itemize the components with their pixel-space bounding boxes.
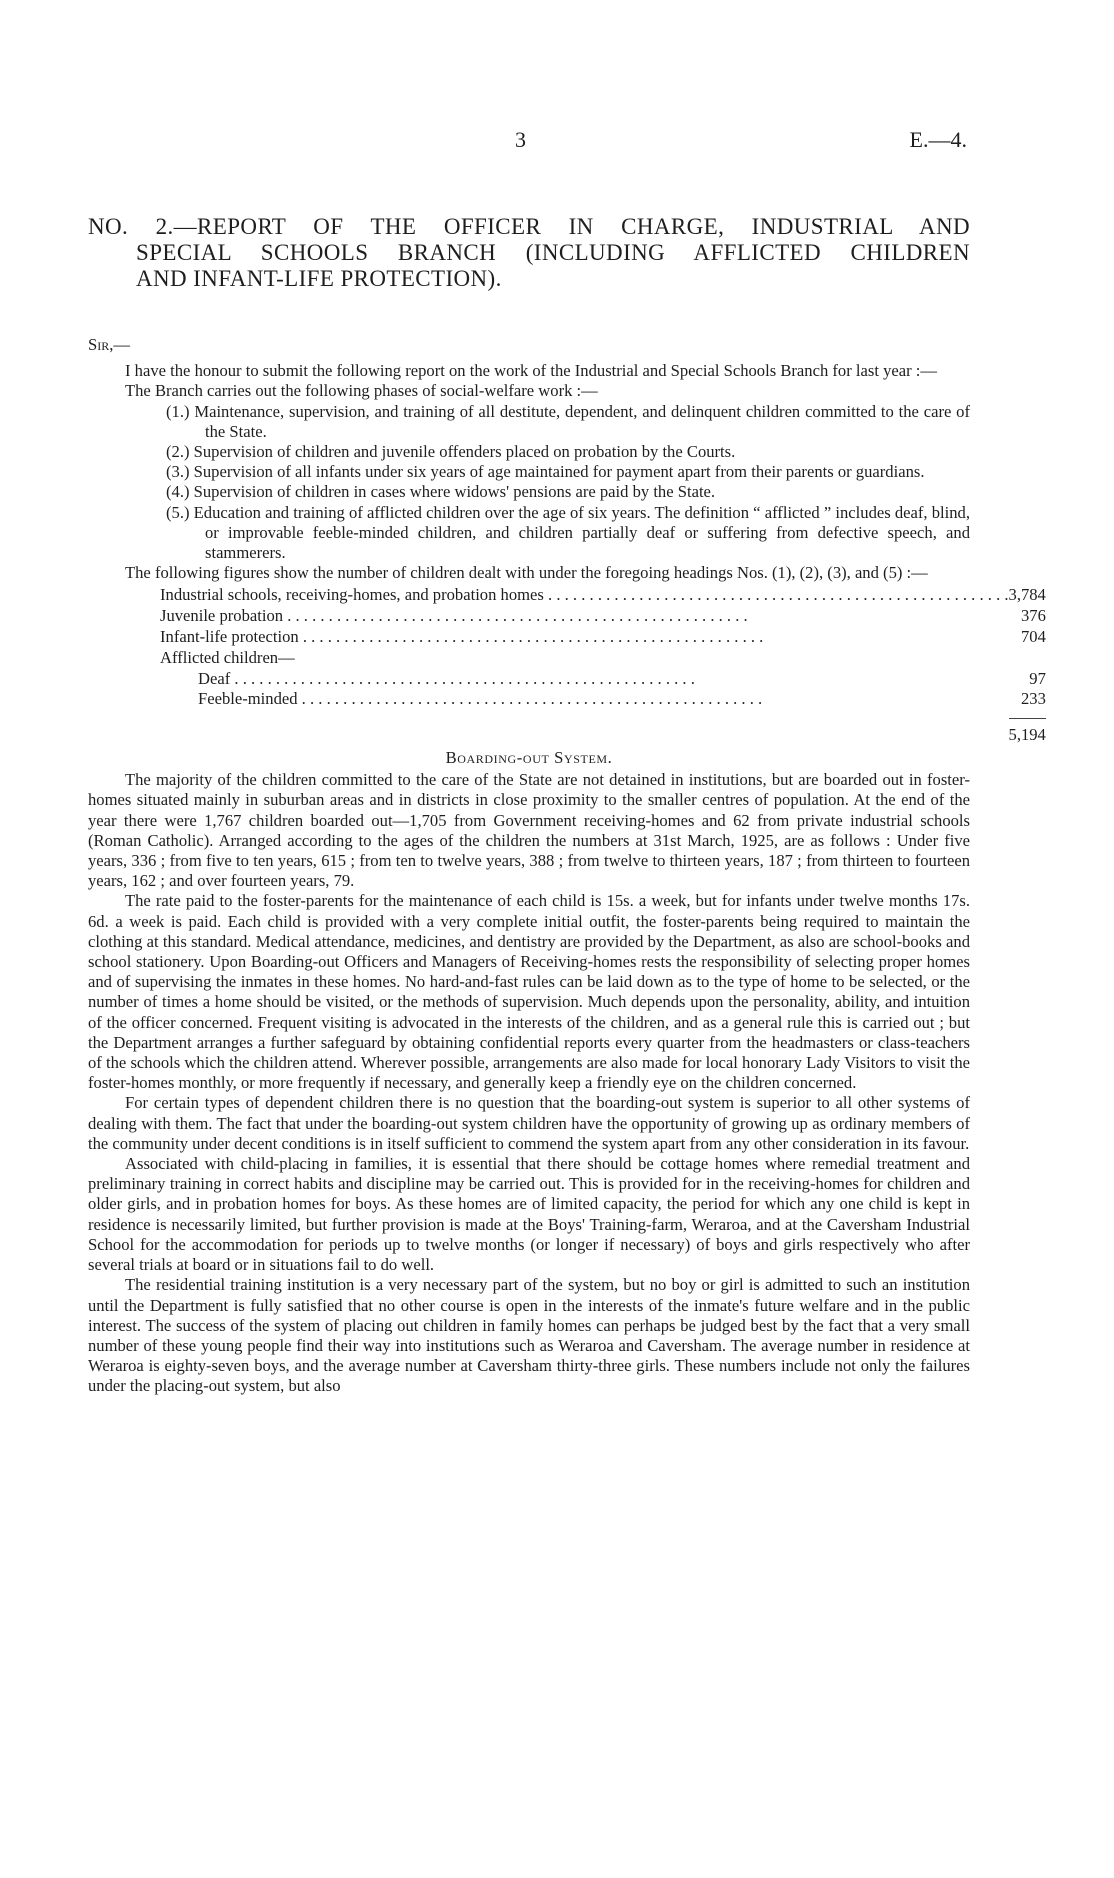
title-line-3: AND INFANT-LIFE PROTECTION).	[136, 266, 502, 291]
table-row	[160, 606, 1046, 627]
table-row	[160, 627, 1046, 648]
body-paragraph: The residential training institution is a very necessary part of the system, but no boy or girl is admitted to such an institution until the Department is fully satisfied that no other course is open in the interests of the inmate's future welfare and in the public interest. The success of the system of placing out children in family homes can perhaps be judged best by the fact that a very small number of these young people find their way into institutions such as Weraroa and Caversham. The average number in residence at Weraroa is eighty-seven boys, and the average number at Caversham thirty-three girls. These numbers include not only the failures under the placing-out system, but also	[88, 1275, 970, 1396]
section-heading: Boarding-out System.	[445, 748, 613, 768]
total-row	[160, 719, 1046, 746]
row-value: 704	[1020, 627, 1046, 647]
row-value: 376	[1020, 606, 1046, 626]
table-row	[160, 669, 1046, 690]
list-item: (4.) Supervision of children in cases where widows' pensions are paid by the State.	[166, 482, 716, 502]
table-row	[160, 648, 1046, 669]
phases-list	[88, 402, 970, 564]
dot-leader: . . . . . . . . . . . . . . . . . . . . . . . . . . . . . . . . . . . . . . . . . . . . . . . . . . . . . . . .	[543, 585, 1009, 605]
table-row	[160, 689, 1046, 710]
total-value: 5,194	[1008, 725, 1046, 745]
salutation: Sir,—	[88, 335, 130, 354]
body-paragraph: The majority of the children committed to the care of the State are not detained in institutions, but are boarded out in foster-homes situated mainly in suburban areas and in districts in close proximity to the smaller centres of population. At the end of the year there were 1,767 children boarded out—1,705 from Government receiving-homes and 62 from private industrial schools (Roman Catholic). Arranged according to the ages of the children the numbers at 31st March, 1925, are as follows : Under five years, 336 ; from five to ten years, 615 ; from ten to twelve years, 388 ; from twelve to thirteen years, 187 ; from thirteen to fourteen years, 162 ; and over fourteen years, 79.	[88, 770, 970, 891]
report-title	[88, 214, 970, 292]
row-value: 97	[1029, 668, 1046, 688]
dot-leader: . . . . . . . . . . . . . . . . . . . . . . . . . . . . . . . . . . . . . . . . . . . . . . . . . . . . . . . .	[283, 606, 748, 626]
row-label: Afflicted children—	[160, 647, 295, 667]
intro-paragraph: The Branch carries out the following phases of social-welfare work :—	[125, 381, 598, 401]
body-paragraph: Associated with child-placing in families, it is essential that there should be cottage homes where remedial treatment and preliminary training in correct habits and discipline may be carried out. This is provided for in the receiving-homes for children and older girls, and in probation homes for boys. As these homes are of limited capacity, the period for which any one child is kept in residence is necessarily limited, but further provision is made at the Boys' Training-farm, Weraroa, and at the Caversham Industrial School for the accommodation for periods up to twelve months (or longer if necessary) of boys and girls respectively who after several trials at board or in situations fail to do well.	[88, 1154, 970, 1275]
dot-leader: . . . . . . . . . . . . . . . . . . . . . . . . . . . . . . . . . . . . . . . . . . . . . . . . . . . . . . . .	[297, 689, 763, 709]
table-row	[160, 585, 1046, 606]
row-label: Juvenile probation	[160, 606, 284, 626]
list-item: (5.) Education and training of afflicted children over the age of six years. The definition “ afflicted ” includes deaf, blind, or improvable feeble-minded children, and children partially deaf or suffering from defective speech, and stammerers.	[166, 502, 970, 563]
list-item: (2.) Supervision of children and juvenile offenders placed on probation by the Courts.	[166, 442, 736, 462]
row-value: 233	[1020, 689, 1046, 709]
title-line-2: SPECIAL SCHOOLS BRANCH (INCLUDING AFFLICTED CHILDREN	[136, 240, 970, 265]
row-label: Deaf	[198, 668, 231, 688]
list-item: (1.) Maintenance, supervision, and training of all destitute, dependent, and delinquent children committed to the care of the State.	[166, 401, 970, 441]
list-item: (3.) Supervision of all infants under six years of age maintained for payment apart from their parents or guardians.	[166, 462, 925, 482]
row-label: Infant-life protection	[160, 627, 299, 647]
dot-leader: . . . . . . . . . . . . . . . . . . . . . . . . . . . . . . . . . . . . . . . . . . . . . . . . . . . . . . . .	[230, 668, 695, 688]
report-reference: E.—4.	[909, 127, 967, 152]
dot-leader: . . . . . . . . . . . . . . . . . . . . . . . . . . . . . . . . . . . . . . . . . . . . . . . . . . . . . . . .	[298, 627, 764, 647]
report-body	[88, 335, 1046, 1397]
row-label: Feeble-minded	[198, 689, 298, 709]
body-paragraph: The rate paid to the foster-parents for the maintenance of each child is 15s. a week, but for infants under twelve months 17s. 6d. a week is paid. Each child is provided with a very complete initial outfit, the foster-parents being required to maintain the clothing at this standard. Medical attendance, medicines, and dentistry are provided by the Department, as also are school-books and school stationery. Upon Boarding-out Officers and Managers of Receiving-homes rests the responsibility of selecting proper homes and of supervising the inmates in these homes. No hard-and-fast rules can be laid down as to the type of home to be selected, or the number of times a home should be visited, or the methods of supervision. Much depends upon the personality, ability, and intuition of the officer concerned. Frequent visiting is advocated in the interests of the children, and as a general rule this is carried out ; but the Department arranges a further safeguard by obtaining confidential reports every quarter from the headmasters or class-teachers of the schools which the children attend. Wherever possible, arrangements are also made for local honorary Lady Visitors to visit the foster-homes monthly, or more frequently if necessary, and generally keep a friendly eye on the children concerned.	[88, 891, 970, 1093]
row-value	[1009, 648, 1046, 669]
row-label: Industrial schools, receiving-homes, and probation homes	[160, 585, 544, 605]
body-paragraph: For certain types of dependent children there is no question that the boarding-out system is superior to all other systems of dealing with them. The fact that under the boarding-out system children have the opportunity of growing up as ordinary members of the community under decent conditions is in itself sufficient to commend the system apart from any other consideration in its favour.	[88, 1093, 970, 1153]
row-value: 3,784	[1008, 585, 1046, 605]
page-number: 3	[515, 127, 526, 152]
total-rule	[160, 710, 1046, 719]
title-line-1: NO. 2.—REPORT OF THE OFFICER IN CHARGE, INDUSTRIAL AND	[88, 214, 970, 239]
figures-intro: The following figures show the number of children dealt with under the foregoing headings Nos. (1), (2), (3), and (5) :—	[125, 563, 928, 583]
figures-table	[160, 585, 1046, 746]
intro-paragraph: I have the honour to submit the following report on the work of the Industrial and Special Schools Branch for last year :—	[125, 361, 937, 381]
